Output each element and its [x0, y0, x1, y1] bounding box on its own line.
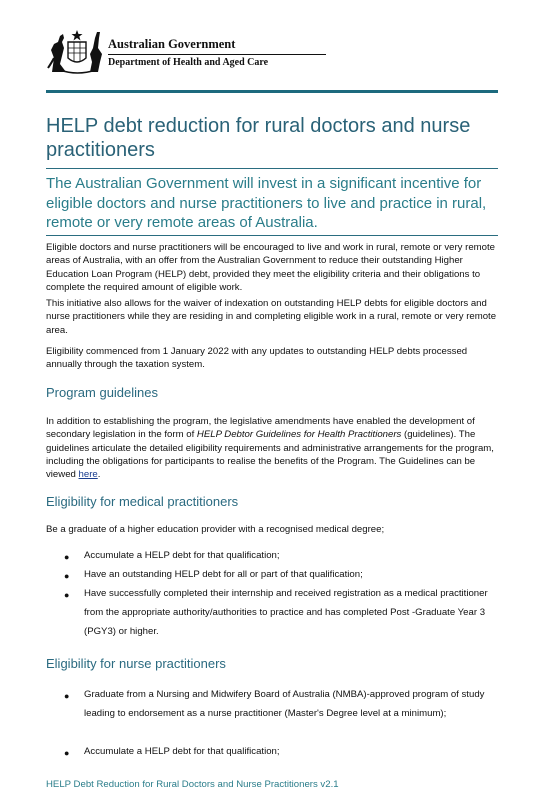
guidelines-period: . — [97, 469, 101, 481]
agency-header — [44, 28, 344, 78]
medical-eligibility-intro: Be a graduate of a higher education provider with a recognised medical degree; — [46, 524, 385, 535]
guidelines-heading: Program guidelines — [46, 385, 159, 400]
intro-paragraph-3: Eligibility commenced from 1 January 2022 with any updates to outstanding HELP debts processed annually through the taxation system. — [46, 346, 468, 371]
nurse-list-item: Graduate from a Nursing and Midwifery Board of Australia (NMBA)-approved program of study leading to endorsement as a nurse practitioner (Master's Degree level at a minimum); — [84, 689, 485, 719]
title-divider — [46, 168, 498, 169]
guidelines-link[interactable]: here — [78, 469, 98, 481]
page-footer: HELP Debt Reduction for Rural Doctors and Nurse Practitioners v2.1 — [46, 779, 339, 790]
guidelines-document-title: HELP Debtor Guidelines for Health Practitioners — [196, 429, 402, 441]
medical-eligibility-heading: Eligibility for medical practitioners — [46, 494, 239, 509]
guidelines-text: In addition to establishing the program, the legislative amendments have enabled the development of secondary legislation in the form of — [46, 416, 475, 441]
medical-list-item: Have successfully completed their internship and received registration as a medical practitioner from the appropriate authority/authorities to practice and has completed Post -Graduate Year 3 (PGY3) or higher. — [84, 588, 488, 637]
bullet-icon: ● — [64, 590, 70, 600]
department-name: Department of Health and Aged Care — [108, 57, 269, 68]
medical-list-item: Accumulate a HELP debt for that qualification; — [84, 550, 280, 561]
nurse-eligibility-heading: Eligibility for nurse practitioners — [46, 656, 226, 671]
lead-divider — [46, 235, 498, 236]
bullet-icon: ● — [64, 691, 70, 701]
header-divider — [108, 54, 326, 55]
coat-of-arms-icon — [46, 28, 108, 74]
bullet-icon: ● — [64, 571, 70, 581]
top-divider — [46, 90, 498, 93]
intro-paragraph-2: This initiative also allows for the waiver of indexation on outstanding HELP debts for eligible doctors and nurse practitioners while they are residing in and completing eligible work in a rural, remote or very remote area. — [46, 298, 497, 336]
intro-paragraph-1: Eligible doctors and nurse practitioners will be encouraged to live and work in rural, remote or very remote areas of Australia, with an offer from the Australian Government to reduce their outstanding Higher Education Loan Program (HELP) debt, provided they meet the eligibility criteria and their obligations to complete the required amount of eligible work. — [46, 242, 495, 293]
medical-list-item: Have an outstanding HELP debt for all or part of that qualification; — [84, 569, 363, 580]
guidelines-text-continued: (guidelines). The guidelines articulate the detailed eligibility requirements and administrative arrangements for the program, including the obligations for participants to realise the benefits of the Program. The Guidelines can be viewed — [46, 429, 494, 481]
bullet-icon: ● — [64, 552, 70, 562]
nurse-list-item: Accumulate a HELP debt for that qualification; — [84, 746, 280, 757]
page-title: HELP debt reduction for rural doctors and nurse practitioners — [46, 115, 471, 161]
guidelines-paragraph — [46, 415, 498, 481]
government-name: Australian Government — [108, 37, 236, 51]
lead-paragraph: The Australian Government will invest in a significant incentive for eligible doctors and nurse practitioners to live and practice in rural, remote or very remote areas of Australia. — [46, 175, 487, 231]
bullet-icon: ● — [64, 748, 70, 758]
